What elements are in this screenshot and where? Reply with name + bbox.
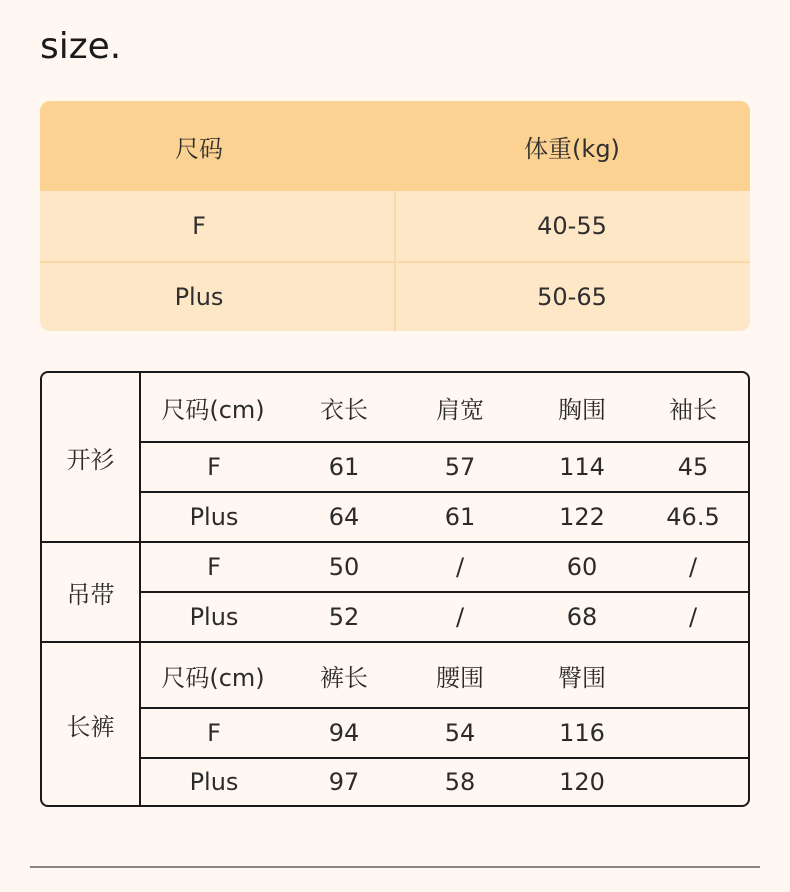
table-cell: F (192, 212, 206, 240)
table-cell: 52 (328, 603, 360, 631)
table-cell: 60 (566, 553, 598, 581)
table-cell: Plus (189, 603, 239, 631)
header-weight: 体重(kg) (524, 134, 620, 163)
table-cell (638, 759, 748, 805)
table-cell: 61 (444, 503, 476, 531)
table-cell: / (688, 553, 698, 581)
table-cell: 68 (566, 603, 598, 631)
table-cell: 61 (328, 453, 360, 481)
table-cell: 114 (559, 453, 605, 481)
table-cell: 97 (328, 768, 360, 796)
group-label-trousers: 长裤 (66, 712, 115, 741)
page-title: size. (40, 26, 122, 67)
table-cell: 46.5 (666, 503, 720, 531)
category-divider (139, 373, 141, 805)
column-header: 裤长 (320, 663, 368, 692)
table-cell: F (207, 719, 221, 747)
measurement-table (40, 371, 750, 807)
table-cell: Plus (174, 283, 224, 311)
table-cell: 45 (677, 453, 709, 481)
table-cell: 40-55 (537, 212, 607, 240)
table-cell: 50-65 (537, 283, 607, 311)
table-cell: Plus (189, 768, 239, 796)
group-label-camisole: 吊带 (66, 580, 115, 609)
table-cell: 57 (444, 453, 476, 481)
table-cell: / (455, 553, 465, 581)
column-header: 尺码(cm) (161, 395, 265, 424)
column-header: 衣长 (320, 395, 368, 424)
group-label-cardigan: 开衫 (66, 445, 115, 474)
column-header: 肩宽 (436, 395, 484, 424)
table-cell: 122 (559, 503, 605, 531)
table-cell: 64 (328, 503, 360, 531)
table-cell: F (207, 553, 221, 581)
table-cell: / (688, 603, 698, 631)
table-cell: 94 (328, 719, 360, 747)
column-header: 臀围 (558, 663, 606, 692)
table-cell: F (207, 453, 221, 481)
column-header (638, 643, 748, 707)
footer-divider (30, 866, 760, 868)
column-header: 胸围 (558, 395, 606, 424)
table-cell: 116 (559, 719, 605, 747)
table-cell: 54 (444, 719, 476, 747)
header-size: 尺码 (175, 134, 223, 163)
table-cell: / (455, 603, 465, 631)
column-header: 尺码(cm) (161, 663, 265, 692)
column-header: 腰围 (436, 663, 484, 692)
size-weight-table (40, 101, 750, 331)
table-cell: 120 (559, 768, 605, 796)
table-cell: Plus (189, 503, 239, 531)
table-cell (638, 709, 748, 757)
table-cell: 50 (328, 553, 360, 581)
table-cell: 58 (444, 768, 476, 796)
column-header: 袖长 (669, 395, 717, 424)
